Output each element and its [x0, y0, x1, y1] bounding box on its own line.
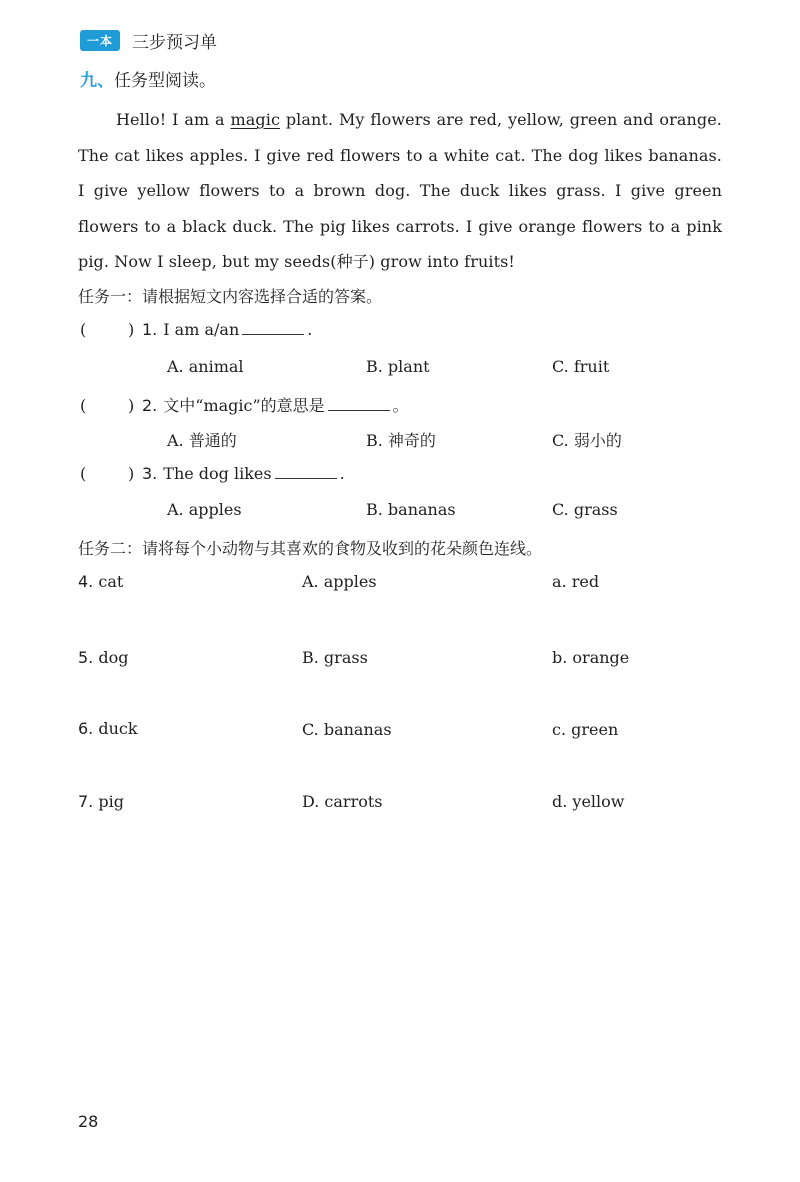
animal-name: duck	[98, 719, 138, 738]
question-1: ( ) 1. I am a/an .	[80, 320, 313, 339]
passage-part1: Hello! I am a	[116, 110, 231, 129]
question-text: The dog likes	[163, 464, 272, 483]
question-end-punct: .	[307, 320, 313, 339]
question-number: 1.	[142, 320, 158, 339]
q3-option-b[interactable]: B. bananas	[366, 500, 456, 519]
reading-passage	[78, 102, 722, 280]
match-food-c[interactable]: C. bananas	[302, 720, 392, 739]
page-header	[80, 28, 217, 52]
section-number: 九、	[80, 71, 114, 91]
match-number: 6.	[78, 719, 94, 738]
match-food-a[interactable]: A. apples	[302, 572, 377, 591]
q1-option-a[interactable]: A. animal	[167, 357, 244, 376]
answer-blank[interactable]	[242, 320, 304, 335]
task1-title: 任务一：请根据短文内容选择合适的答案。	[78, 287, 383, 306]
match-color-a[interactable]: a. red	[552, 572, 600, 591]
passage-underlined-word: magic	[230, 110, 281, 129]
question-text: I am a/an	[163, 320, 240, 339]
passage-part2: plant. My flowers are red, yellow, green and orange. The cat likes apples. I give red flowers to a white cat. The dog likes bananas. I give yellow flowers to a brown dog. The duck likes grass. I give green flowers to a black duck. The pig likes carrots. I give orange flowers to a pink pig. Now I sleep, but my seeds(种子) grow into fruits!	[78, 110, 722, 271]
section-title	[80, 66, 216, 91]
match-color-b[interactable]: b. orange	[552, 648, 630, 667]
match-number: 4.	[78, 572, 94, 591]
page-number: 28	[78, 1112, 99, 1131]
answer-blank[interactable]	[328, 396, 390, 411]
animal-name: dog	[98, 648, 129, 667]
question-end-punct: 。	[392, 396, 409, 415]
match-color-d[interactable]: d. yellow	[552, 792, 625, 811]
header-title: 三步预习单	[132, 32, 218, 53]
match-animal-4[interactable]	[78, 572, 123, 591]
q3-option-a[interactable]: A. apples	[167, 500, 242, 519]
question-3: ( ) 3. The dog likes .	[80, 464, 345, 483]
match-animal-6[interactable]	[78, 719, 138, 738]
match-number: 5.	[78, 648, 94, 667]
q3-option-c[interactable]: C. grass	[552, 500, 618, 519]
match-animal-7[interactable]	[78, 792, 124, 811]
task2-title: 任务二：请将每个小动物与其喜欢的食物及收到的花朵颜色连线。	[78, 539, 543, 558]
q2-option-b[interactable]: B. 神奇的	[366, 431, 436, 450]
section-title-text: 任务型阅读。	[114, 71, 216, 91]
q2-option-c[interactable]: C. 弱小的	[552, 431, 622, 450]
brand-badge: 一本	[80, 30, 120, 51]
question-text: 文中“magic”的意思是	[163, 396, 325, 415]
question-number: 2.	[142, 396, 158, 415]
match-food-d[interactable]: D. carrots	[302, 792, 383, 811]
answer-blank[interactable]	[275, 464, 337, 479]
question-number: 3.	[142, 464, 158, 483]
animal-name: pig	[98, 792, 124, 811]
q1-option-c[interactable]: C. fruit	[552, 357, 610, 376]
match-animal-5[interactable]	[78, 648, 128, 667]
animal-name: cat	[98, 572, 124, 591]
q2-option-a[interactable]: A. 普通的	[167, 431, 237, 450]
match-food-b[interactable]: B. grass	[302, 648, 368, 667]
match-number: 7.	[78, 792, 94, 811]
match-color-c[interactable]: c. green	[552, 720, 619, 739]
q1-option-b[interactable]: B. plant	[366, 357, 430, 376]
question-2: ( ) 2. 文中“magic”的意思是 。	[80, 393, 409, 416]
question-end-punct: .	[339, 464, 345, 483]
